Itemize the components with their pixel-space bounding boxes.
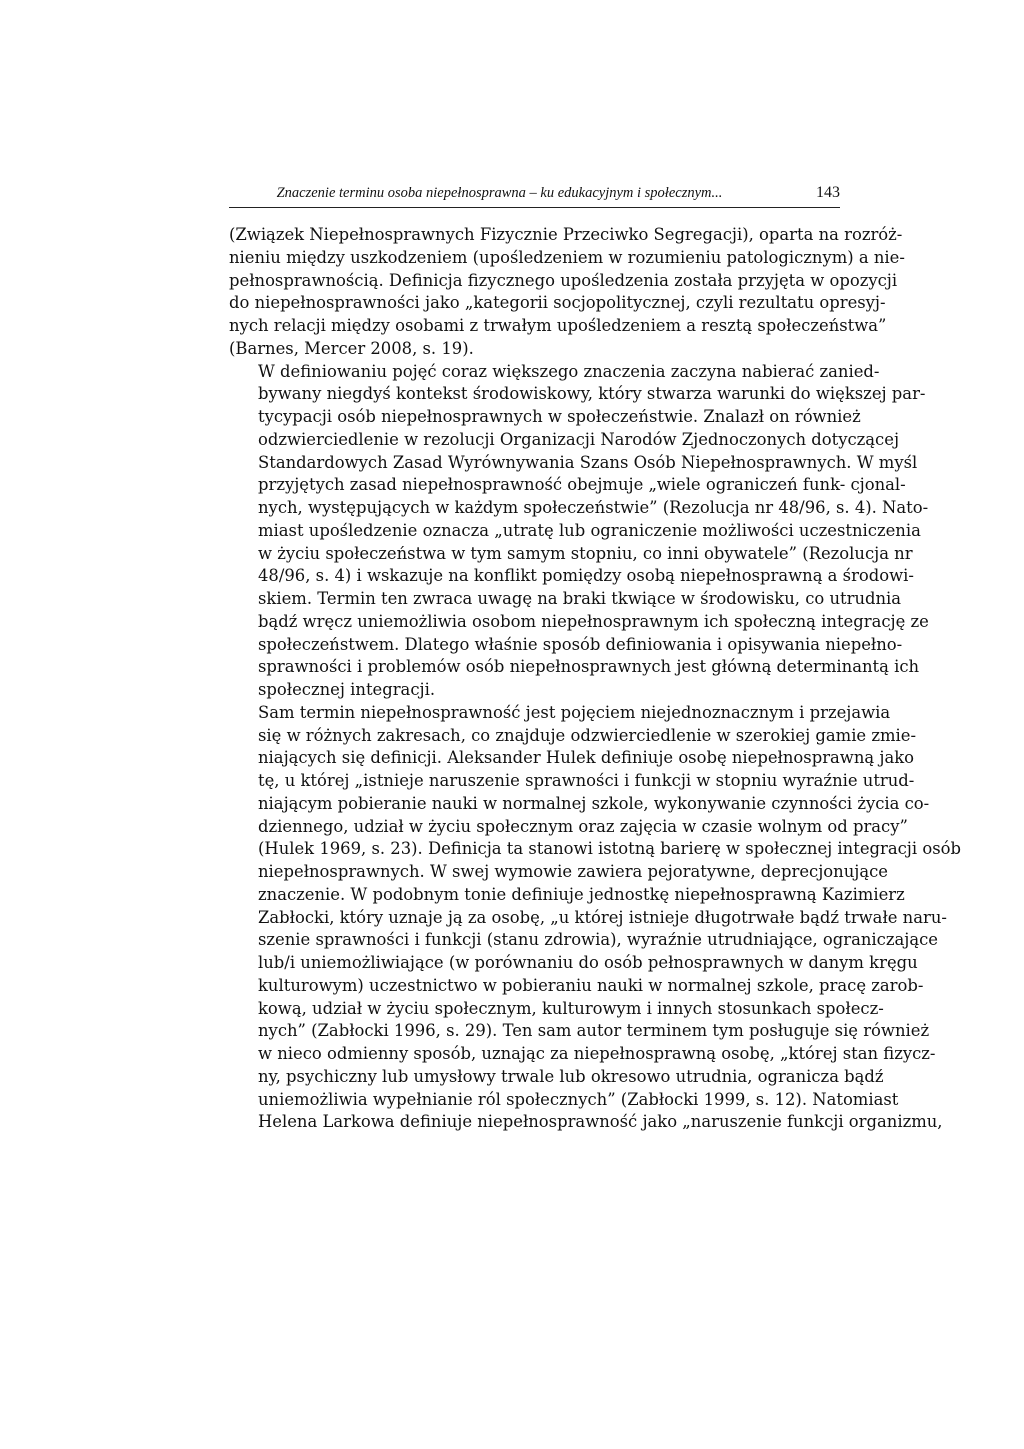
text-line: kową, udział w życiu społecznym, kulturowym i innych stosunkach społecz- (258, 998, 884, 1018)
text-line: (Barnes, Mercer 2008, s. 19). (229, 338, 474, 358)
text-line: do niepełnosprawności jako „kategorii socjopolitycznej, czyli rezultatu opresyj- (229, 293, 886, 313)
text-line: się w różnych zakresach, co znajduje odzwierciedlenie w szerokiej gamie zmie- (258, 725, 917, 745)
text-line: odzwierciedlenie w rezolucji Organizacji Narodów Zjednoczonych dotyczącej (258, 429, 900, 449)
text-line: niających się definicji. Aleksander Hulek definiuje osobę niepełnosprawną jako (258, 748, 915, 768)
text-line: przyjętych zasad niepełnosprawność obejmuje „wiele ograniczeń funk- cjonal- (258, 475, 906, 495)
text-line: tycypacji osób niepełnosprawnych w społeczeństwie. Znalazł on również (258, 407, 861, 426)
text-line: W definiowaniu pojęć coraz większego znaczenia zaczyna nabierać zanied- (258, 361, 880, 381)
paragraph (229, 361, 929, 702)
text-line: miast upośledzenie oznacza „utratę lub ograniczenie możliwości uczestniczenia (258, 520, 921, 540)
text-line: tę, u której „istnieje naruszenie sprawności i funkcji w stopniu wyraźnie utrud- (258, 771, 915, 790)
text-line: lub/i uniemożliwiające (w porównaniu do osób pełnosprawnych w danym kręgu (258, 953, 918, 972)
text-line: ny, psychiczny lub umysłowy trwale lub okresowo utrudnia, ogranicza bądź (258, 1066, 884, 1086)
text-line: nych, występujących w każdym społeczeństwie” (Rezolucja nr 48/96, s. 4). Nato- (258, 498, 929, 517)
text-line: społeczeństwem. Dlatego właśnie sposób definiowania i opisywania niepełno- (258, 634, 903, 654)
text-line: Zabłocki, który uznaje ją za osobę, „u której istnieje długotrwałe bądź trwałe naru- (258, 907, 947, 927)
text-line: bądź wręcz uniemożliwia osobom niepełnosprawnym ich społeczną integrację ze (258, 611, 929, 631)
paragraph (229, 224, 905, 361)
running-title: Znaczenie terminu osoba niepełnosprawna – ku edukacyjnym i społecznym... (276, 185, 723, 201)
text-line: niającym pobieranie nauki w normalnej szkole, wykonywanie czynności życia co- (258, 793, 930, 813)
text-line: nych” (Zabłocki 1996, s. 29). Ten sam autor terminem tym posługuje się również (258, 1021, 930, 1041)
text-line: (Hulek 1969, s. 23). Definicja ta stanowi istotną barierę w społecznej integracji osób (258, 839, 961, 859)
paragraph (229, 702, 961, 1134)
running-header (229, 183, 840, 208)
text-line: społecznej integracji. (258, 680, 436, 699)
body-text (229, 224, 961, 1134)
text-line: sprawności i problemów osób niepełnosprawnych jest główną determinantą ich (258, 657, 920, 677)
text-line: skiem. Termin ten zwraca uwagę na braki tkwiące w środowisku, co utrudnia (258, 589, 902, 608)
text-line: niepełnosprawnych. W swej wymowie zawiera pejoratywne, deprecjonujące (258, 862, 889, 881)
text-line: szenie sprawności i funkcji (stanu zdrowia), wyraźnie utrudniające, ograniczające (258, 930, 938, 950)
text-line: kulturowym) uczestnictwo w pobieraniu nauki w normalnej szkole, pracę zarob- (258, 975, 924, 995)
text-line: (Związek Niepełnosprawnych Fizycznie Przeciwko Segregacji), oparta na rozróż- (229, 225, 903, 244)
page-number: 143 (816, 184, 840, 201)
text-line: znaczenie. W podobnym tonie definiuje jednostkę niepełnosprawną Kazimierz (258, 884, 905, 904)
text-line: Standardowych Zasad Wyrównywania Szans Osób Niepełnosprawnych. W myśl (258, 452, 918, 472)
text-line: pełnosprawnością. Definicja fizycznego upośledzenia została przyjęta w opozycji (229, 270, 898, 290)
text-line: dziennego, udział w życiu społecznym oraz zajęcia w czasie wolnym od pracy” (258, 816, 908, 836)
text-line: uniemożliwia wypełnianie ról społecznych” (Zabłocki 1999, s. 12). Natomiast (258, 1089, 899, 1109)
text-line: Helena Larkowa definiuje niepełnosprawność jako „naruszenie funkcji organizmu, (258, 1112, 943, 1132)
text-line: Sam termin niepełnosprawność jest pojęciem niejednoznacznym i przejawia (258, 702, 891, 722)
text-line: w nieco odmienny sposób, uznając za niepełnosprawną osobę, „której stan fizycz- (258, 1044, 936, 1063)
text-line: bywany niegdyś kontekst środowiskowy, który stwarza warunki do większej par- (258, 384, 926, 404)
text-line: 48/96, s. 4) i wskazuje na konflikt pomiędzy osobą niepełnosprawną a środowi- (258, 566, 914, 586)
text-line: nych relacji między osobami z trwałym upośledzeniem a resztą społeczeństwa” (229, 316, 887, 335)
text-line: nieniu między uszkodzeniem (upośledzeniem w rozumieniu patologicznym) a nie- (229, 247, 905, 267)
text-line: w życiu społeczeństwa w tym samym stopniu, co inni obywatele” (Rezolucja nr (258, 543, 913, 563)
